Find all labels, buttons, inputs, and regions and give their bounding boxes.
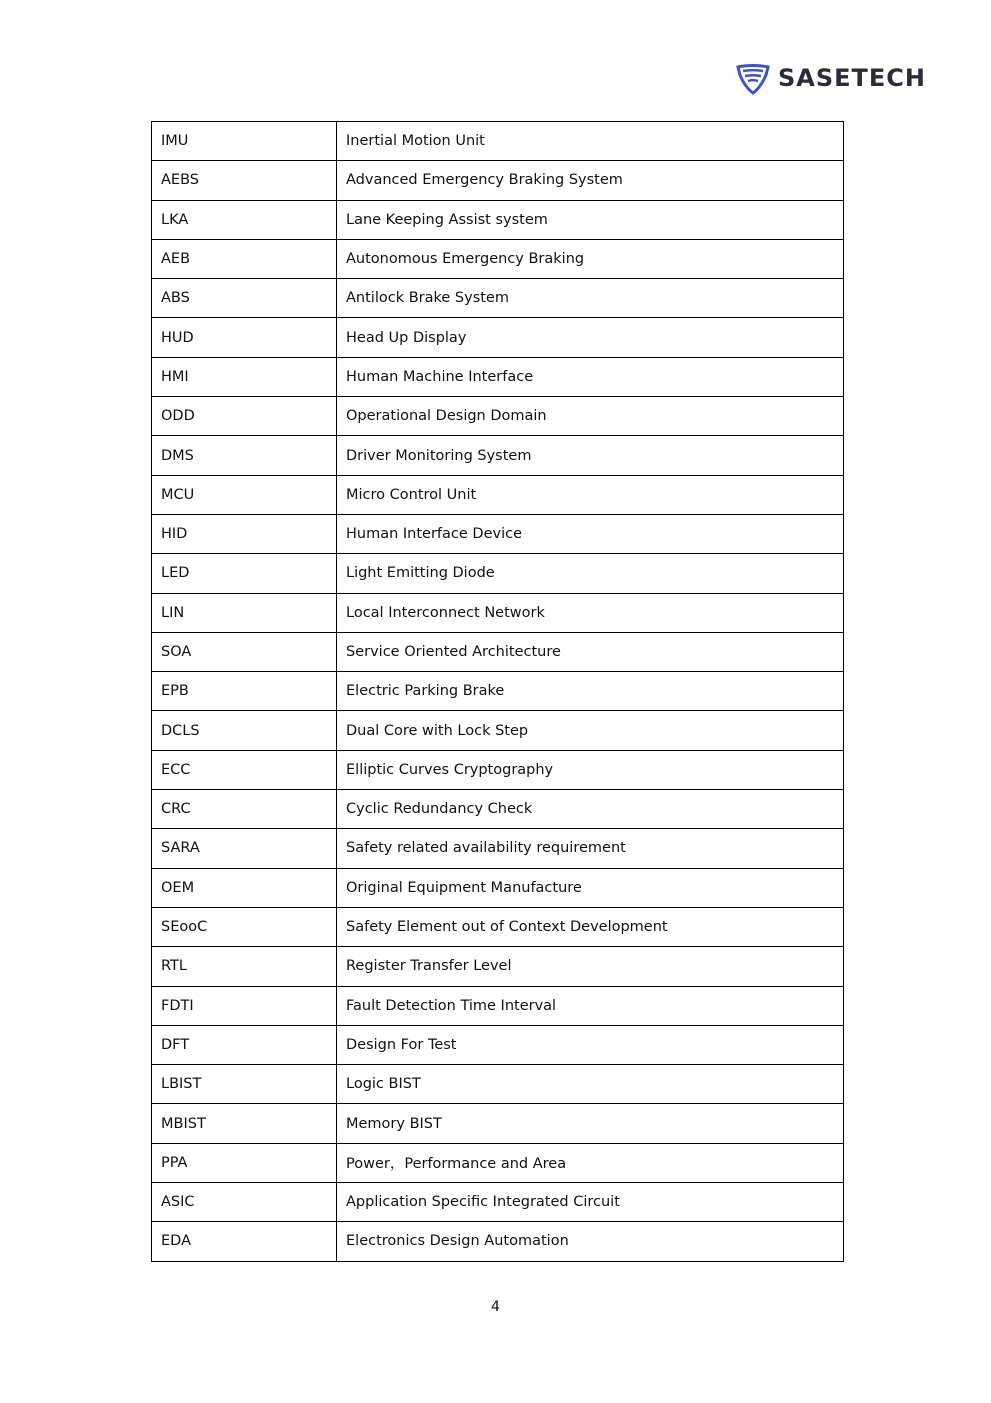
meaning-cell: Head Up Display bbox=[337, 318, 844, 357]
table-row bbox=[152, 475, 844, 514]
abbreviation-cell: LBIST bbox=[152, 1065, 337, 1104]
abbreviation-cell: EDA bbox=[152, 1222, 337, 1261]
meaning-cell: Human Machine Interface bbox=[337, 357, 844, 396]
table-row bbox=[152, 514, 844, 553]
meaning-cell: Lane Keeping Assist system bbox=[337, 200, 844, 239]
table-row bbox=[152, 672, 844, 711]
meaning-cell: Original Equipment Manufacture bbox=[337, 868, 844, 907]
meaning-cell: Dual Core with Lock Step bbox=[337, 711, 844, 750]
abbreviation-cell: SEooC bbox=[152, 907, 337, 946]
table-row bbox=[152, 279, 844, 318]
abbreviation-cell: DMS bbox=[152, 436, 337, 475]
meaning-cell: Operational Design Domain bbox=[337, 397, 844, 436]
meaning-cell: Driver Monitoring System bbox=[337, 436, 844, 475]
abbreviation-cell: PPA bbox=[152, 1143, 337, 1182]
shield-wings-logo-icon bbox=[736, 61, 770, 95]
meaning-cell: Elliptic Curves Cryptography bbox=[337, 750, 844, 789]
meaning-cell: Human Interface Device bbox=[337, 514, 844, 553]
table-row bbox=[152, 357, 844, 396]
abbreviation-cell: SOA bbox=[152, 632, 337, 671]
table-row bbox=[152, 868, 844, 907]
table-row bbox=[152, 200, 844, 239]
table-row bbox=[152, 593, 844, 632]
table-row bbox=[152, 1222, 844, 1261]
meaning-cell: Cyclic Redundancy Check bbox=[337, 790, 844, 829]
abbreviation-cell: EPB bbox=[152, 672, 337, 711]
meaning-cell: Design For Test bbox=[337, 1025, 844, 1064]
table-row bbox=[152, 318, 844, 357]
abbreviation-cell: RTL bbox=[152, 947, 337, 986]
abbreviation-cell: FDTI bbox=[152, 986, 337, 1025]
meaning-cell: Local Interconnect Network bbox=[337, 593, 844, 632]
table-row bbox=[152, 1025, 844, 1064]
table-row bbox=[152, 829, 844, 868]
table-row bbox=[152, 122, 844, 161]
table-row bbox=[152, 436, 844, 475]
abbreviation-cell: MCU bbox=[152, 475, 337, 514]
abbreviation-cell: SARA bbox=[152, 829, 337, 868]
table-row bbox=[152, 790, 844, 829]
abbreviation-cell: ECC bbox=[152, 750, 337, 789]
abbreviation-cell: ODD bbox=[152, 397, 337, 436]
abbreviation-cell: HMI bbox=[152, 357, 337, 396]
abbreviation-cell: MBIST bbox=[152, 1104, 337, 1143]
table-row bbox=[152, 239, 844, 278]
table-row bbox=[152, 947, 844, 986]
abbreviation-cell: OEM bbox=[152, 868, 337, 907]
meaning-cell: Logic BIST bbox=[337, 1065, 844, 1104]
table-row bbox=[152, 554, 844, 593]
meaning-cell: Register Transfer Level bbox=[337, 947, 844, 986]
abbreviation-cell: LKA bbox=[152, 200, 337, 239]
abbreviation-cell: AEBS bbox=[152, 161, 337, 200]
company-logo bbox=[736, 60, 926, 96]
meaning-cell: Light Emitting Diode bbox=[337, 554, 844, 593]
meaning-cell: Safety related availability requirement bbox=[337, 829, 844, 868]
meaning-cell: Micro Control Unit bbox=[337, 475, 844, 514]
page-number: 4 bbox=[491, 1299, 500, 1315]
table-row bbox=[152, 1183, 844, 1222]
meaning-cell: Antilock Brake System bbox=[337, 279, 844, 318]
table-row bbox=[152, 397, 844, 436]
meaning-cell: Inertial Motion Unit bbox=[337, 122, 844, 161]
abbreviation-cell: ABS bbox=[152, 279, 337, 318]
abbreviation-cell: DFT bbox=[152, 1025, 337, 1064]
table-row bbox=[152, 986, 844, 1025]
meaning-cell: Advanced Emergency Braking System bbox=[337, 161, 844, 200]
abbreviation-cell: HID bbox=[152, 514, 337, 553]
abbreviation-cell: CRC bbox=[152, 790, 337, 829]
logo-text: SASETECH bbox=[778, 64, 927, 92]
meaning-cell: Safety Element out of Context Development bbox=[337, 907, 844, 946]
abbreviation-cell: AEB bbox=[152, 239, 337, 278]
meaning-cell: Power，Performance and Area bbox=[337, 1143, 844, 1182]
abbreviation-cell: IMU bbox=[152, 122, 337, 161]
abbreviation-table bbox=[151, 121, 844, 1262]
meaning-cell: Fault Detection Time Interval bbox=[337, 986, 844, 1025]
meaning-cell: Memory BIST bbox=[337, 1104, 844, 1143]
abbreviation-cell: ASIC bbox=[152, 1183, 337, 1222]
meaning-cell: Service Oriented Architecture bbox=[337, 632, 844, 671]
abbreviation-table-body bbox=[152, 122, 844, 1262]
table-row bbox=[152, 632, 844, 671]
table-row bbox=[152, 161, 844, 200]
meaning-cell: Electric Parking Brake bbox=[337, 672, 844, 711]
abbreviation-cell: LIN bbox=[152, 593, 337, 632]
table-row bbox=[152, 1065, 844, 1104]
table-row bbox=[152, 907, 844, 946]
abbreviation-cell: HUD bbox=[152, 318, 337, 357]
meaning-cell: Application Specific Integrated Circuit bbox=[337, 1183, 844, 1222]
table-row bbox=[152, 1104, 844, 1143]
meaning-cell: Electronics Design Automation bbox=[337, 1222, 844, 1261]
table-row bbox=[152, 1143, 844, 1182]
meaning-cell: Autonomous Emergency Braking bbox=[337, 239, 844, 278]
abbreviation-cell: DCLS bbox=[152, 711, 337, 750]
table-row bbox=[152, 711, 844, 750]
abbreviation-cell: LED bbox=[152, 554, 337, 593]
table-row bbox=[152, 750, 844, 789]
